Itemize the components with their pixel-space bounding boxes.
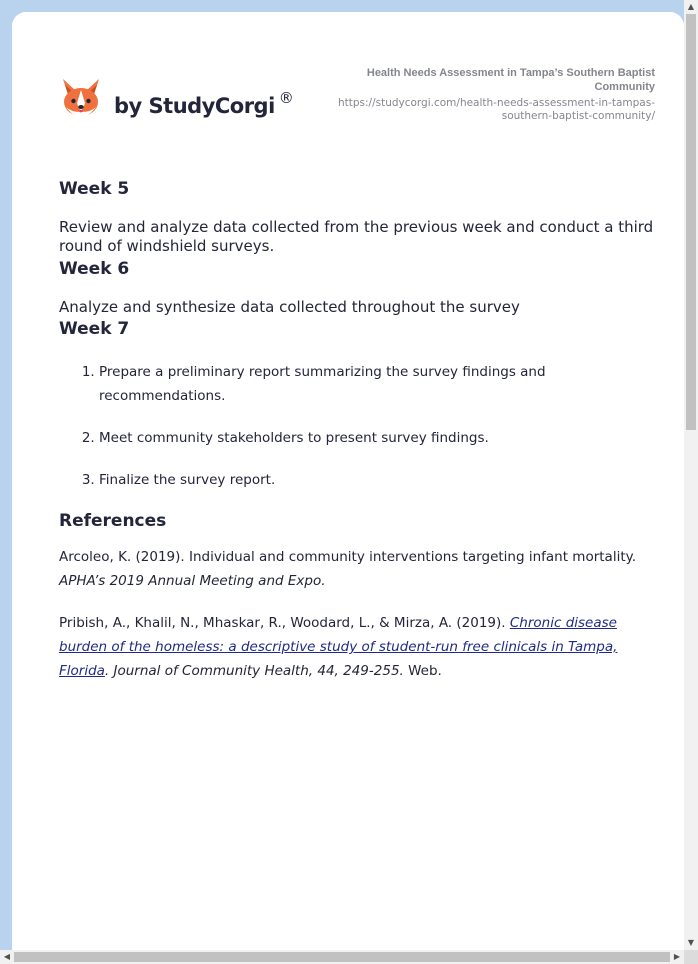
list-item: 3. Finalize the survey report. [99, 468, 659, 492]
studycorgi-logo[interactable] [60, 77, 293, 119]
reference-source: . Journal of Community Health, 44, 249-255. [104, 663, 404, 679]
reference-link[interactable]: Chronic disease burden of the homeless: a descriptive study of student-run free clinicals in Tampa, Florida [59, 615, 618, 679]
week7-heading: Week 7 [59, 319, 130, 339]
week7-list [59, 360, 659, 492]
horizontal-scroll-thumb[interactable] [14, 952, 670, 962]
document-title: Health Needs Assessment in Tampa’s Southern Baptist Community [366, 67, 655, 93]
scroll-right-icon[interactable]: ▶ [673, 952, 681, 961]
scroll-up-icon[interactable]: ▲ [687, 2, 695, 11]
week5-text: Review and analyze data collected from the previous week and conduct a third round of windshield surveys. [59, 218, 654, 255]
brand-name: by StudyCorgi ® [114, 89, 294, 118]
scroll-down-icon[interactable]: ▼ [687, 938, 695, 947]
document-body [59, 178, 659, 683]
reference-text: Arcoleo, K. (2019). Individual and community interventions targeting infant mortality. [59, 549, 636, 565]
reference-tail: Web. [403, 663, 442, 679]
scroll-left-icon[interactable]: ◀ [3, 952, 11, 961]
list-item: 1. Prepare a preliminary report summarizing the survey findings and recommendations. [99, 360, 659, 408]
corgi-icon [60, 77, 102, 119]
registered-mark: ® [278, 89, 294, 107]
reference-item [59, 611, 659, 683]
vertical-scroll-thumb[interactable] [686, 14, 696, 430]
document-page [12, 12, 684, 952]
week6-heading: Week 6 [59, 259, 130, 279]
reference-text: Pribish, A., Khalil, N., Mhaskar, R., Woodard, L., & Mirza, A. (2019). [59, 615, 510, 631]
reference-item [59, 545, 659, 593]
document-url[interactable]: https://studycorgi.com/health-needs-assessment-in-tampas-southern-baptist-community/ [337, 97, 655, 122]
reference-source: APHA’s 2019 Annual Meeting and Expo. [59, 573, 326, 589]
week5-heading: Week 5 [59, 179, 130, 199]
list-item: 2. Meet community stakeholders to present survey findings. [99, 426, 659, 450]
scrollbar-corner [684, 950, 698, 964]
week6-text: Analyze and synthesize data collected throughout the survey [59, 298, 520, 316]
horizontal-scrollbar[interactable] [0, 950, 684, 964]
references-heading: References [59, 511, 167, 531]
vertical-scrollbar[interactable] [684, 0, 698, 950]
